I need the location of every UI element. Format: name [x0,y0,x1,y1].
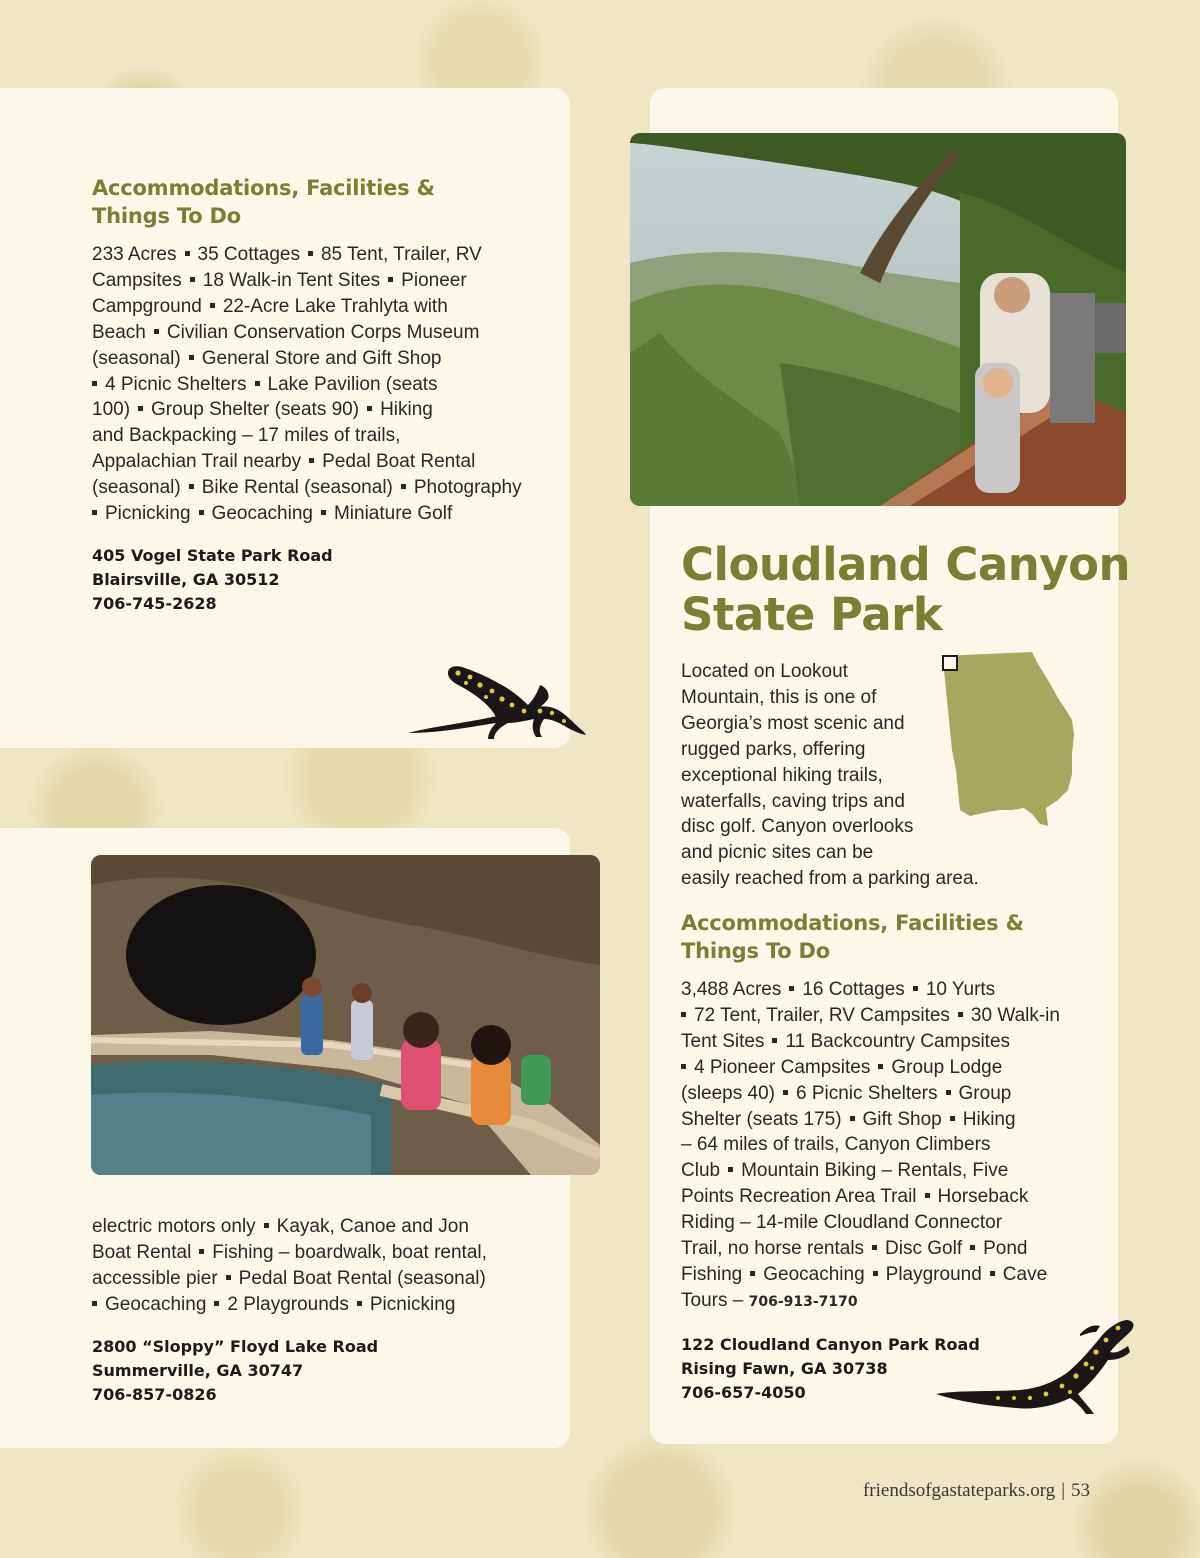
list-item: 4 Pioneer Campsites [694,1056,871,1078]
list-item: (seasonal) [92,477,181,499]
facilities-list [92,242,522,527]
text-line [92,1292,487,1318]
text-line [681,1081,1060,1107]
park-address [92,1335,378,1407]
bullet-separator [850,1116,855,1121]
text-line [681,1262,1060,1288]
bullet-separator [783,1090,788,1095]
salamander-illustration [930,1310,1140,1420]
list-item: 16 Cottages [802,979,905,1000]
bullet-separator [946,1090,951,1095]
list-item: Fishing [681,1263,743,1285]
bullet-separator [308,251,313,256]
list-item: Kayak, Canoe and Jon [276,1216,469,1237]
text-line [92,268,522,294]
list-item: Fishing – boardwalk, boat rental, [212,1241,487,1263]
list-item: Civilian Conservation Corps Museum [166,321,480,343]
website-link[interactable]: friendsofgastateparks.org [862,1480,1056,1501]
address-city: Rising Fawn, GA 30738 [681,1359,888,1378]
text-line [681,1132,1060,1158]
list-item: Playground [885,1263,982,1285]
bullet-separator [681,1012,686,1017]
list-item: Beach [92,321,146,343]
list-item: Campsites [92,269,182,291]
description-line: Mountain, this is one of [681,686,877,708]
description-line: waterfalls, caving trips and [681,790,905,812]
address-phone: 706-857-0826 [92,1385,217,1404]
list-item: (sleeps 40) [681,1082,775,1104]
bullet-separator [321,510,326,515]
cave-boardwalk-photo [91,855,600,1175]
list-item: Geocaching [105,1293,207,1315]
list-item: 4 Picnic Shelters [105,373,247,395]
list-item: Pedal Boat Rental [322,451,476,473]
bullet-separator [226,1275,231,1280]
address-street: 122 Cloudland Canyon Park Road [681,1335,980,1354]
bullet-separator [750,1271,755,1276]
list-item: Tours – [681,1289,749,1311]
list-item: Trail, no horse rentals [681,1238,865,1260]
list-item: Points Recreation Area Trail [681,1186,917,1208]
bullet-separator [958,1012,963,1017]
list-item: 18 Walk-in Tent Sites [202,269,381,291]
description-line: Located on Lookout [681,661,848,682]
list-item: 3,488 Acres [681,979,782,1000]
text-line [681,1029,1060,1055]
text-line [92,320,522,346]
bullet-separator [189,355,194,360]
list-item: and Backpacking – 17 miles of trails, [92,425,401,447]
bullet-separator [872,1245,877,1250]
text-line [92,242,522,268]
bullet-separator [92,381,97,386]
facilities-list [92,1214,487,1318]
address-phone: 706-745-2628 [92,594,217,613]
list-item: Hiking [380,399,433,421]
text-line [92,372,522,398]
address-street: 405 Vogel State Park Road [92,546,333,565]
list-item: Miniature Golf [333,503,453,525]
list-item: 72 Tent, Trailer, RV Campsites [694,1004,950,1026]
list-item: Pond [983,1238,1028,1260]
text-line [92,1214,487,1240]
bullet-separator [92,1301,97,1306]
list-item: Appalachian Trail nearby [92,451,302,473]
list-item: Cave [1002,1263,1048,1285]
bullet-separator [199,1249,204,1254]
address-phone: 706-657-4050 [681,1383,806,1402]
bullet-separator [309,458,314,463]
bullet-separator [990,1271,995,1276]
text-line [681,1210,1060,1236]
bullet-separator [185,251,190,256]
text-line [92,1240,487,1266]
list-item: 11 Backcountry Campsites [785,1030,1011,1052]
list-item: Photography [413,477,522,499]
bullet-separator [388,277,393,282]
list-item: Campground [92,295,202,317]
park-location-marker [943,656,957,670]
list-item: 85 Tent, Trailer, RV [320,244,482,265]
list-item: 10 Yurts [925,979,996,1000]
bullet-separator [878,1064,883,1069]
bullet-separator [873,1271,878,1276]
list-item: Group Shelter (seats 90) [151,399,360,421]
park-description [681,659,979,892]
list-item: electric motors only [92,1216,256,1237]
text-line [92,346,522,372]
list-item: 6 Picnic Shelters [796,1082,938,1104]
bullet-separator [210,303,215,308]
text-line [92,475,522,501]
bullet-separator [154,329,159,334]
list-item: Club [681,1160,721,1182]
facilities-heading: Accommodations, Facilities & Things To Do [92,176,435,228]
bullet-separator [199,510,204,515]
bullet-separator [357,1301,362,1306]
address-city: Summerville, GA 30747 [92,1361,304,1380]
list-item: Shelter (seats 175) [681,1108,842,1130]
text-line [92,1266,487,1292]
list-item: 35 Cottages [197,244,300,265]
description-line: Georgia’s most scenic and [681,712,905,734]
text-line [681,1184,1060,1210]
description-line: exceptional hiking trails, [681,764,883,786]
list-item: Horseback [937,1186,1029,1208]
bullet-separator [401,484,406,489]
bullet-separator [681,1064,686,1069]
list-item: Boat Rental [92,1241,192,1263]
list-item: 30 Walk-in [970,1004,1060,1026]
list-item: 22-Acre Lake Trahlyta with [222,295,448,317]
list-item: Group Lodge [891,1056,1003,1078]
bullet-separator [728,1167,733,1172]
list-item: Bike Rental (seasonal) [201,477,393,499]
bullet-separator [214,1301,219,1306]
text-line [681,1158,1060,1184]
footer-separator: | [1061,1480,1065,1501]
address-city: Blairsville, GA 30512 [92,570,280,589]
list-item: accessible pier [92,1267,218,1289]
text-line [681,1055,1060,1081]
georgia-map-icon [940,650,1085,830]
list-item: Picnicking [369,1293,456,1315]
address-street: 2800 “Sloppy” Floyd Lake Road [92,1337,379,1356]
description-line: disc golf. Canyon overlooks [681,816,914,838]
tour-phone: 706-913-7170 [748,1293,858,1310]
list-item: Pedal Boat Rental (seasonal) [238,1267,486,1289]
list-item: (seasonal) [92,347,181,369]
text-line [92,501,522,527]
canyon-overlook-photo [630,133,1126,506]
list-item: Gift Shop [862,1108,942,1130]
list-item: Mountain Biking – Rentals, Five [741,1160,1009,1182]
bullet-separator [264,1223,269,1228]
bullet-separator [789,986,794,991]
page-number: 53 [1071,1480,1090,1501]
list-item: Group [958,1082,1012,1104]
list-item: Lake Pavilion (seats [267,373,438,395]
bullet-separator [255,381,260,386]
bullet-separator [913,986,918,991]
list-item: Disc Golf [885,1238,963,1260]
bullet-separator [970,1245,975,1250]
bullet-separator [189,484,194,489]
list-item: Tent Sites [681,1030,765,1052]
bullet-separator [190,277,195,282]
bullet-separator [772,1038,777,1043]
list-item: Picnicking [105,503,191,525]
list-item: Geocaching [763,1263,865,1285]
list-item: 233 Acres [92,244,177,265]
bullet-separator [92,510,97,515]
list-item: Geocaching [211,503,313,525]
bullet-separator [925,1193,930,1198]
text-line [92,423,522,449]
list-item: 2 Playgrounds [227,1293,349,1315]
list-item: Hiking [962,1108,1016,1130]
facilities-list [681,977,1060,1316]
bullet-separator [138,406,143,411]
list-item: Riding – 14-mile Cloudland Connector [681,1212,1003,1234]
list-item: General Store and Gift Shop [201,347,442,369]
description-line: rugged parks, offering [681,738,866,760]
description-line: easily reached from a parking area. [681,868,979,890]
list-item: – 64 miles of trails, Canyon Climbers [681,1134,991,1156]
bullet-separator [367,406,372,411]
salamander-illustration [400,655,590,745]
text-line [681,977,1060,1003]
park-title: Cloudland Canyon State Park [681,538,1131,641]
park-address [92,544,333,616]
text-line [92,449,522,475]
text-line [681,1003,1060,1029]
bullet-separator [950,1116,955,1121]
facilities-heading: Accommodations, Facilities & Things To Do [681,911,1024,963]
text-line [681,1236,1060,1262]
text-line [92,397,522,423]
text-line [92,294,522,320]
list-item: 100) [92,399,131,421]
page-footer [863,1480,1090,1502]
text-line [681,1107,1060,1133]
description-line: and picnic sites can be [681,842,874,864]
list-item: Pioneer [401,269,467,291]
